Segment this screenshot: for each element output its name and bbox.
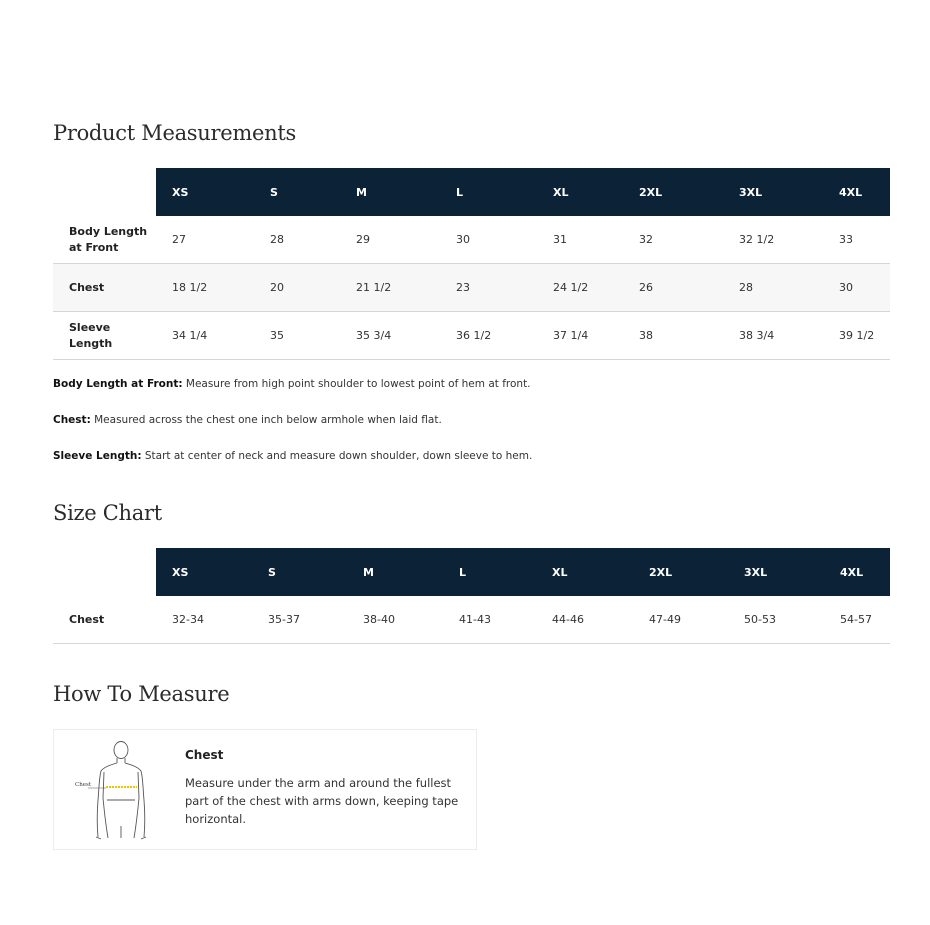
table-cell: 23: [440, 264, 537, 312]
table-cell: 35-37: [252, 596, 347, 644]
note-term: Chest:: [53, 414, 91, 426]
table-cell: 38: [623, 312, 723, 360]
size-header: M: [340, 168, 440, 216]
table-cell: 21 1/2: [340, 264, 440, 312]
figure-label: Chest: [75, 782, 92, 788]
card-heading: Chest: [185, 748, 224, 762]
size-header: 2XL: [633, 548, 728, 596]
table-cell: 34 1/4: [156, 312, 254, 360]
size-chart-table: [53, 548, 890, 644]
header-blank: [53, 548, 156, 596]
note-chest: [53, 413, 532, 427]
size-chart-title: Size Chart: [53, 501, 162, 525]
measurements-header-row: [53, 168, 890, 216]
measurement-notes: [53, 377, 532, 485]
table-row: [53, 264, 890, 312]
how-to-measure-title: How To Measure: [53, 682, 230, 706]
table-cell: 38-40: [347, 596, 443, 644]
row-label: Chest: [53, 596, 156, 644]
size-header: S: [254, 168, 340, 216]
table-cell: 30: [440, 216, 537, 264]
table-cell: 50-53: [728, 596, 824, 644]
size-header: L: [443, 548, 536, 596]
table-cell: 32: [623, 216, 723, 264]
table-cell: 39 1/2: [823, 312, 890, 360]
size-header: XL: [537, 168, 623, 216]
size-header: M: [347, 548, 443, 596]
size-header: XL: [536, 548, 633, 596]
note-body-length: [53, 377, 532, 391]
measurements-table: [53, 168, 890, 360]
table-row: [53, 312, 890, 360]
table-cell: 30: [823, 264, 890, 312]
body-chest-diagram-icon: [66, 738, 161, 842]
table-cell: 36 1/2: [440, 312, 537, 360]
size-header: L: [440, 168, 537, 216]
size-header: 4XL: [823, 168, 890, 216]
table-cell: 18 1/2: [156, 264, 254, 312]
row-label: Body Length at Front: [53, 216, 156, 264]
size-header: XS: [156, 168, 254, 216]
table-cell: 47-49: [633, 596, 728, 644]
table-cell: 37 1/4: [537, 312, 623, 360]
table-row: [53, 596, 890, 644]
table-cell: 29: [340, 216, 440, 264]
table-cell: 32-34: [156, 596, 252, 644]
size-header: 2XL: [623, 168, 723, 216]
measure-card-chest: [53, 729, 477, 850]
table-cell: 35 3/4: [340, 312, 440, 360]
table-cell: 38 3/4: [723, 312, 823, 360]
size-header: 4XL: [824, 548, 890, 596]
size-header: S: [252, 548, 347, 596]
table-cell: 35: [254, 312, 340, 360]
note-text: Measured across the chest one inch below armhole when laid flat.: [90, 414, 442, 426]
note-sleeve-length: [53, 449, 532, 463]
table-cell: 44-46: [536, 596, 633, 644]
note-term: Sleeve Length:: [53, 450, 142, 462]
row-label: Sleeve Length: [53, 312, 156, 360]
table-row: [53, 216, 890, 264]
table-cell: 33: [823, 216, 890, 264]
table-cell: 26: [623, 264, 723, 312]
table-cell: 31: [537, 216, 623, 264]
row-label: Chest: [53, 264, 156, 312]
table-cell: 54-57: [824, 596, 890, 644]
table-cell: 27: [156, 216, 254, 264]
size-chart-header-row: [53, 548, 890, 596]
header-blank: [53, 168, 156, 216]
size-header: XS: [156, 548, 252, 596]
table-cell: 41-43: [443, 596, 536, 644]
table-cell: 28: [723, 264, 823, 312]
measurements-title: Product Measurements: [53, 121, 296, 145]
table-cell: 32 1/2: [723, 216, 823, 264]
note-term: Body Length at Front:: [53, 378, 183, 390]
note-text: Start at center of neck and measure down shoulder, down sleeve to hem.: [141, 450, 533, 462]
size-header: 3XL: [723, 168, 823, 216]
size-header: 3XL: [728, 548, 824, 596]
note-text: Measure from high point shoulder to lowest point of hem at front.: [182, 378, 531, 390]
table-cell: 24 1/2: [537, 264, 623, 312]
table-cell: 28: [254, 216, 340, 264]
table-cell: 20: [254, 264, 340, 312]
card-description: Measure under the arm and around the fullest part of the chest with arms down, keeping tape horizontal.: [185, 776, 459, 826]
